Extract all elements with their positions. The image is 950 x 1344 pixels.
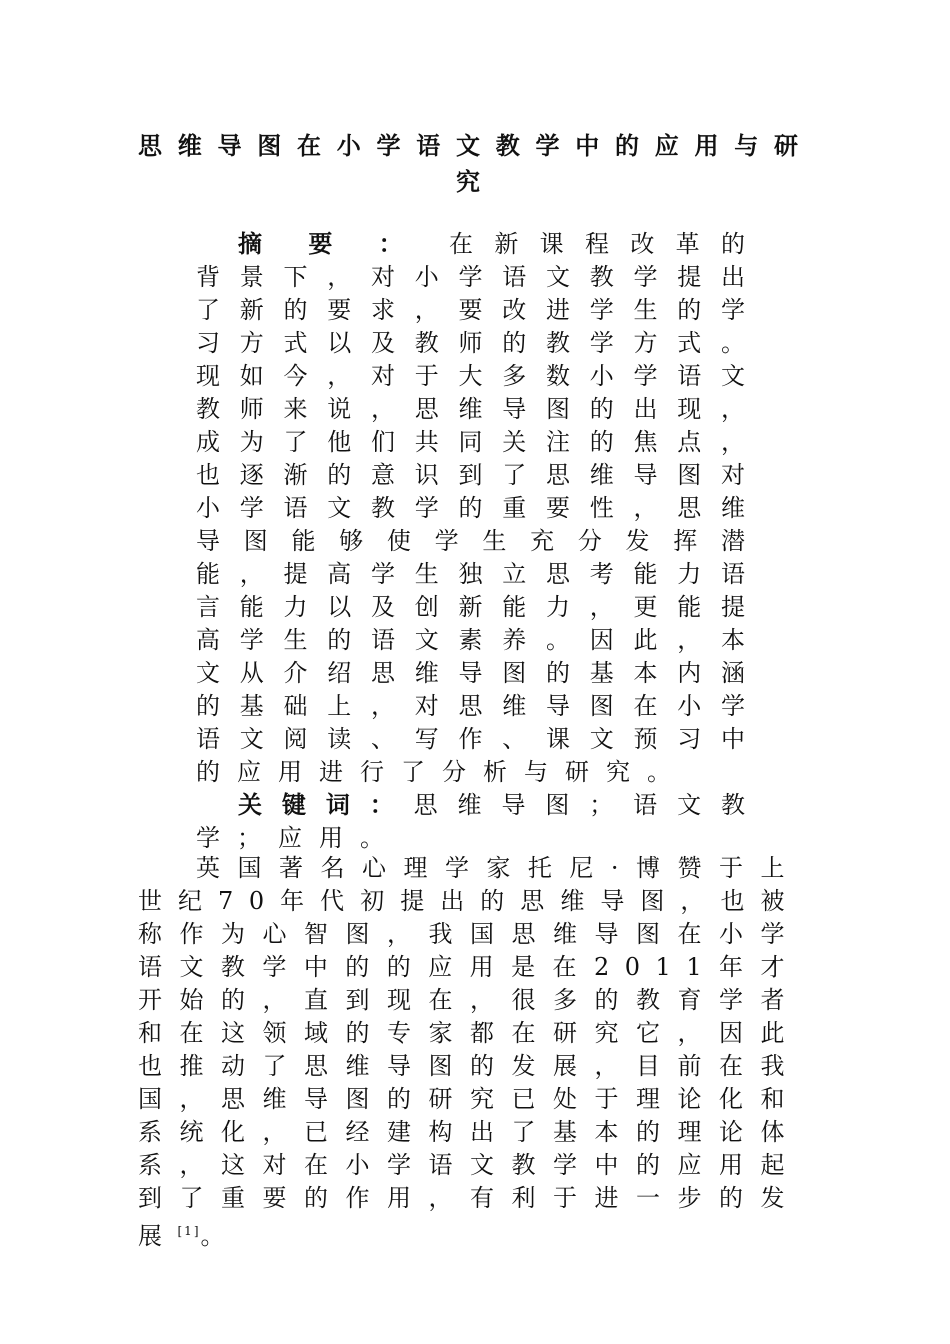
body-paragraph-ending: 。 [200,1222,240,1250]
document-title: 思维导图在小学语文教学中的应用与研 [138,132,798,160]
abstract-label: 摘要： [238,230,449,258]
abstract-text: 在新课程改革的背景下，对小学语文教学提出了新的要求，要改进学生的学习方式以及教师的教学方式。现如今，对于大多数小学语文教师来说，思维导图的出现，成为了他们共同关注的焦点，也逐渐的意识到了思维导图对小学语文教学的重要性，思维导图能够使学生充分发挥潜能，提高学生独立思考能力语言能力以及创新能力，更能提高学生的语文素养。因此，本文从介绍思维导图的基本内涵的基础上，对思维导图在小学语文阅读、写作、课文预习中的应用进行了分析与研究。 [196,230,762,786]
citation-marker: [1] [177,1224,201,1238]
body-paragraph [138,852,800,1253]
body-paragraph-text: 英国著名心理学家托尼·博赞于上世纪70年代初提出的思维导图，也被称作为心智图，我国思维导图在小学语文教学中的的应用是在2011年才开始的，直到现在，很多的教育学者和在这领域的专家都在研究它，因此也推动了思维导图的发展，目前在我国，思维导图的研究已处于理论化和系统化，已经建构出了基本的理论体系，这对在小学语文教学中的应用起到了重要的作用，有利于进一步的发展 [138,854,800,1250]
keywords-text: 思维导图；语文教学；应用。 [196,791,763,852]
abstract-paragraph [196,228,762,789]
abstract-section [196,228,762,855]
body-section [138,852,800,1253]
keywords-label: 关键词： [238,791,414,819]
keywords-paragraph [196,789,762,855]
document-title-continued: 究 [456,168,480,196]
